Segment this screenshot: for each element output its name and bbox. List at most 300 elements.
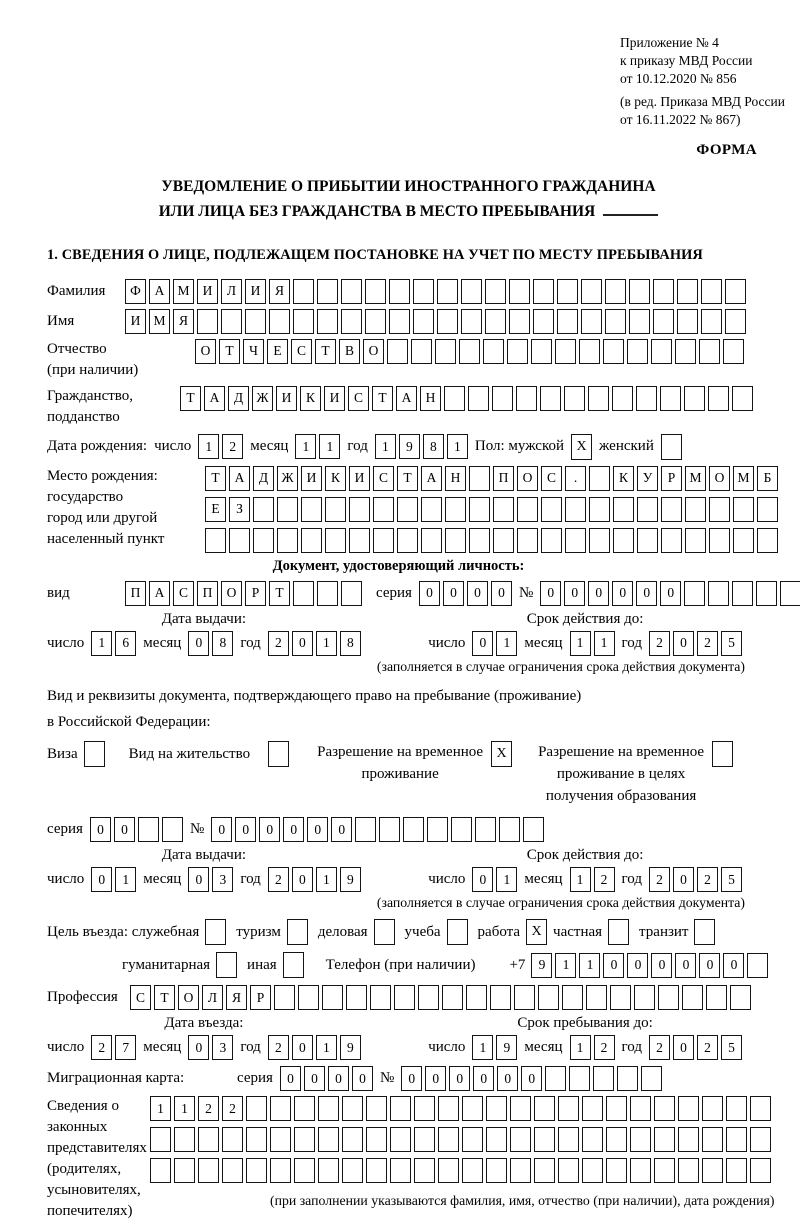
char-cell[interactable]: Б [757,466,778,491]
char-cell[interactable]: 1 [496,631,517,656]
char-cell[interactable] [301,528,322,553]
char-cell[interactable]: 0 [328,1066,349,1091]
char-cell[interactable]: 2 [649,631,670,656]
char-cell[interactable]: 1 [319,434,340,459]
char-cell[interactable] [558,1127,579,1152]
char-cell[interactable] [437,309,458,334]
char-cell[interactable]: 0 [188,867,209,892]
char-cell[interactable]: Е [205,497,226,522]
char-cell[interactable]: 5 [721,631,742,656]
char-cell[interactable]: И [197,279,218,304]
checkbox-cell[interactable]: X [491,741,512,767]
checkbox-cell[interactable] [216,952,237,978]
char-cell[interactable] [661,528,682,553]
char-cell[interactable]: 5 [721,867,742,892]
char-cell[interactable]: 8 [340,631,361,656]
char-cell[interactable] [469,528,490,553]
char-cell[interactable] [684,386,705,411]
char-cell[interactable] [483,339,504,364]
char-cell[interactable]: 9 [399,434,420,459]
char-cell[interactable] [708,386,729,411]
char-cell[interactable] [462,1096,483,1121]
checkbox-cell[interactable]: X [571,434,592,460]
char-cell[interactable] [341,279,362,304]
char-cell[interactable] [581,309,602,334]
char-cell[interactable] [533,279,554,304]
char-cell[interactable]: 3 [212,1035,233,1060]
char-cell[interactable] [541,497,562,522]
char-cell[interactable] [605,279,626,304]
char-cell[interactable]: 0 [699,953,720,978]
char-cell[interactable]: 0 [660,581,681,606]
char-cell[interactable] [349,528,370,553]
char-cell[interactable] [421,497,442,522]
char-cell[interactable] [414,1096,435,1121]
char-cell[interactable]: 2 [268,1035,289,1060]
char-cell[interactable] [349,497,370,522]
char-cell[interactable] [579,339,600,364]
char-cell[interactable] [565,528,586,553]
char-cell[interactable]: 5 [721,1035,742,1060]
char-cell[interactable] [733,528,754,553]
char-cell[interactable] [150,1158,171,1183]
char-cell[interactable] [270,1127,291,1152]
char-cell[interactable] [605,309,626,334]
char-cell[interactable] [390,1096,411,1121]
char-cell[interactable]: А [149,581,170,606]
char-cell[interactable] [627,339,648,364]
char-cell[interactable]: 2 [222,434,243,459]
char-cell[interactable] [394,985,415,1010]
char-cell[interactable] [517,497,538,522]
char-cell[interactable] [510,1158,531,1183]
char-cell[interactable] [462,1158,483,1183]
char-cell[interactable]: В [339,339,360,364]
char-cell[interactable]: О [363,339,384,364]
char-cell[interactable]: 0 [673,867,694,892]
char-cell[interactable] [613,497,634,522]
char-cell[interactable] [245,309,266,334]
char-cell[interactable] [198,1127,219,1152]
checkbox-cell[interactable] [205,919,226,945]
char-cell[interactable]: 1 [447,434,468,459]
char-cell[interactable]: 2 [649,867,670,892]
char-cell[interactable]: И [245,279,266,304]
char-cell[interactable]: С [291,339,312,364]
char-cell[interactable]: 0 [259,817,280,842]
char-cell[interactable]: 0 [627,953,648,978]
char-cell[interactable]: 0 [235,817,256,842]
char-cell[interactable] [678,1096,699,1121]
checkbox-cell[interactable] [608,919,629,945]
char-cell[interactable] [403,817,424,842]
char-cell[interactable] [390,1158,411,1183]
char-cell[interactable] [509,309,530,334]
char-cell[interactable] [499,817,520,842]
char-cell[interactable] [269,309,290,334]
char-cell[interactable] [685,497,706,522]
char-cell[interactable]: Ж [277,466,298,491]
char-cell[interactable] [726,1096,747,1121]
char-cell[interactable] [379,817,400,842]
checkbox-cell[interactable] [84,741,105,767]
char-cell[interactable] [438,1127,459,1152]
char-cell[interactable] [325,528,346,553]
char-cell[interactable]: С [130,985,151,1010]
char-cell[interactable]: А [204,386,225,411]
char-cell[interactable] [629,309,650,334]
char-cell[interactable] [222,1158,243,1183]
char-cell[interactable]: 0 [540,581,561,606]
char-cell[interactable]: Т [269,581,290,606]
char-cell[interactable] [702,1127,723,1152]
char-cell[interactable] [516,386,537,411]
char-cell[interactable]: Т [154,985,175,1010]
char-cell[interactable] [485,309,506,334]
char-cell[interactable] [509,279,530,304]
char-cell[interactable] [229,528,250,553]
char-cell[interactable] [588,386,609,411]
char-cell[interactable] [750,1127,771,1152]
char-cell[interactable]: О [517,466,538,491]
char-cell[interactable] [462,1127,483,1152]
char-cell[interactable]: 0 [114,817,135,842]
char-cell[interactable]: 0 [352,1066,373,1091]
char-cell[interactable] [389,279,410,304]
char-cell[interactable]: К [613,466,634,491]
char-cell[interactable] [246,1127,267,1152]
char-cell[interactable]: 1 [555,953,576,978]
char-cell[interactable]: Т [397,466,418,491]
char-cell[interactable]: 0 [419,581,440,606]
char-cell[interactable]: 2 [268,867,289,892]
char-cell[interactable]: 1 [579,953,600,978]
char-cell[interactable]: 1 [316,631,337,656]
char-cell[interactable]: И [349,466,370,491]
char-cell[interactable] [318,1158,339,1183]
char-cell[interactable] [630,1127,651,1152]
char-cell[interactable] [582,1096,603,1121]
char-cell[interactable] [437,279,458,304]
char-cell[interactable]: 0 [603,953,624,978]
char-cell[interactable]: К [325,466,346,491]
char-cell[interactable] [150,1127,171,1152]
char-cell[interactable] [174,1127,195,1152]
char-cell[interactable] [413,309,434,334]
char-cell[interactable] [709,497,730,522]
char-cell[interactable]: Н [445,466,466,491]
char-cell[interactable] [562,985,583,1010]
char-cell[interactable] [246,1158,267,1183]
char-cell[interactable] [469,466,490,491]
char-cell[interactable] [565,497,586,522]
char-cell[interactable]: П [125,581,146,606]
char-cell[interactable] [708,581,729,606]
char-cell[interactable] [586,985,607,1010]
char-cell[interactable]: 1 [295,434,316,459]
char-cell[interactable] [322,985,343,1010]
checkbox-cell[interactable] [374,919,395,945]
char-cell[interactable] [373,528,394,553]
char-cell[interactable] [603,339,624,364]
char-cell[interactable]: Я [226,985,247,1010]
char-cell[interactable] [523,817,544,842]
char-cell[interactable]: М [149,309,170,334]
char-cell[interactable] [162,817,183,842]
checkbox-cell[interactable] [287,919,308,945]
char-cell[interactable] [510,1096,531,1121]
char-cell[interactable] [653,309,674,334]
char-cell[interactable] [534,1096,555,1121]
char-cell[interactable]: Н [420,386,441,411]
char-cell[interactable] [444,386,465,411]
char-cell[interactable]: О [195,339,216,364]
char-cell[interactable]: А [421,466,442,491]
char-cell[interactable]: 0 [449,1066,470,1091]
char-cell[interactable]: 0 [473,1066,494,1091]
char-cell[interactable] [634,985,655,1010]
char-cell[interactable] [366,1158,387,1183]
char-cell[interactable] [341,581,362,606]
char-cell[interactable]: Т [180,386,201,411]
char-cell[interactable]: 2 [697,1035,718,1060]
char-cell[interactable]: 0 [588,581,609,606]
char-cell[interactable] [661,497,682,522]
char-cell[interactable] [459,339,480,364]
char-cell[interactable]: М [685,466,706,491]
char-cell[interactable] [757,528,778,553]
char-cell[interactable] [606,1158,627,1183]
char-cell[interactable] [593,1066,614,1091]
char-cell[interactable] [318,1096,339,1121]
char-cell[interactable] [486,1158,507,1183]
char-cell[interactable] [205,528,226,553]
char-cell[interactable] [293,309,314,334]
char-cell[interactable]: 0 [292,1035,313,1060]
char-cell[interactable] [325,497,346,522]
char-cell[interactable] [468,386,489,411]
char-cell[interactable]: А [149,279,170,304]
char-cell[interactable] [461,279,482,304]
char-cell[interactable] [486,1096,507,1121]
char-cell[interactable]: Е [267,339,288,364]
char-cell[interactable] [725,309,746,334]
char-cell[interactable] [270,1096,291,1121]
char-cell[interactable]: 0 [564,581,585,606]
char-cell[interactable]: 0 [467,581,488,606]
char-cell[interactable]: 0 [188,631,209,656]
char-cell[interactable] [534,1158,555,1183]
char-cell[interactable]: С [348,386,369,411]
char-cell[interactable] [366,1096,387,1121]
char-cell[interactable] [732,581,753,606]
char-cell[interactable] [678,1127,699,1152]
char-cell[interactable]: А [396,386,417,411]
char-cell[interactable] [589,497,610,522]
char-cell[interactable] [318,1127,339,1152]
char-cell[interactable]: 2 [649,1035,670,1060]
char-cell[interactable] [699,339,720,364]
char-cell[interactable]: Р [245,581,266,606]
char-cell[interactable] [514,985,535,1010]
char-cell[interactable] [610,985,631,1010]
char-cell[interactable]: Р [661,466,682,491]
char-cell[interactable] [355,817,376,842]
char-cell[interactable] [780,581,800,606]
char-cell[interactable] [294,1158,315,1183]
char-cell[interactable] [660,386,681,411]
char-cell[interactable]: 9 [340,867,361,892]
char-cell[interactable] [682,985,703,1010]
char-cell[interactable] [557,279,578,304]
char-cell[interactable] [493,497,514,522]
char-cell[interactable]: О [709,466,730,491]
char-cell[interactable]: 0 [443,581,464,606]
char-cell[interactable]: 0 [612,581,633,606]
char-cell[interactable] [389,309,410,334]
char-cell[interactable]: 1 [594,631,615,656]
char-cell[interactable] [651,339,672,364]
char-cell[interactable] [517,528,538,553]
char-cell[interactable] [469,497,490,522]
char-cell[interactable] [685,528,706,553]
char-cell[interactable] [373,497,394,522]
char-cell[interactable]: С [541,466,562,491]
char-cell[interactable] [569,1066,590,1091]
char-cell[interactable]: М [173,279,194,304]
char-cell[interactable] [678,1158,699,1183]
char-cell[interactable]: Р [250,985,271,1010]
char-cell[interactable] [637,497,658,522]
char-cell[interactable] [445,497,466,522]
char-cell[interactable]: 0 [673,1035,694,1060]
char-cell[interactable]: 0 [636,581,657,606]
char-cell[interactable] [277,497,298,522]
char-cell[interactable] [612,386,633,411]
char-cell[interactable] [606,1096,627,1121]
char-cell[interactable] [555,339,576,364]
char-cell[interactable] [298,985,319,1010]
char-cell[interactable]: Л [202,985,223,1010]
char-cell[interactable] [630,1158,651,1183]
char-cell[interactable] [653,279,674,304]
char-cell[interactable]: Ч [243,339,264,364]
char-cell[interactable]: 1 [570,867,591,892]
char-cell[interactable] [342,1127,363,1152]
char-cell[interactable] [589,466,610,491]
char-cell[interactable] [540,386,561,411]
char-cell[interactable] [461,309,482,334]
char-cell[interactable] [485,279,506,304]
char-cell[interactable] [270,1158,291,1183]
char-cell[interactable]: Т [315,339,336,364]
char-cell[interactable] [293,279,314,304]
char-cell[interactable]: П [493,466,514,491]
char-cell[interactable]: 1 [174,1096,195,1121]
char-cell[interactable]: С [173,581,194,606]
char-cell[interactable] [346,985,367,1010]
char-cell[interactable]: 0 [292,867,313,892]
char-cell[interactable] [702,1096,723,1121]
char-cell[interactable] [581,279,602,304]
char-cell[interactable] [413,279,434,304]
char-cell[interactable] [317,309,338,334]
char-cell[interactable] [558,1096,579,1121]
char-cell[interactable]: А [229,466,250,491]
char-cell[interactable]: П [197,581,218,606]
char-cell[interactable]: О [221,581,242,606]
char-cell[interactable] [709,528,730,553]
char-cell[interactable] [658,985,679,1010]
char-cell[interactable]: 0 [307,817,328,842]
char-cell[interactable] [557,309,578,334]
char-cell[interactable]: М [733,466,754,491]
char-cell[interactable] [545,1066,566,1091]
char-cell[interactable] [675,339,696,364]
char-cell[interactable]: 0 [91,867,112,892]
char-cell[interactable] [442,985,463,1010]
char-cell[interactable]: 2 [198,1096,219,1121]
char-cell[interactable]: 0 [651,953,672,978]
char-cell[interactable] [301,497,322,522]
char-cell[interactable]: 0 [521,1066,542,1091]
char-cell[interactable]: 0 [304,1066,325,1091]
char-cell[interactable] [294,1096,315,1121]
char-cell[interactable] [538,985,559,1010]
char-cell[interactable]: 0 [497,1066,518,1091]
char-cell[interactable] [293,581,314,606]
char-cell[interactable] [534,1127,555,1152]
char-cell[interactable] [750,1158,771,1183]
char-cell[interactable]: И [301,466,322,491]
char-cell[interactable]: О [178,985,199,1010]
char-cell[interactable]: 2 [697,867,718,892]
char-cell[interactable] [726,1158,747,1183]
char-cell[interactable]: 9 [531,953,552,978]
char-cell[interactable]: 2 [594,1035,615,1060]
char-cell[interactable] [701,279,722,304]
char-cell[interactable]: 0 [188,1035,209,1060]
char-cell[interactable]: 9 [340,1035,361,1060]
char-cell[interactable]: 1 [570,1035,591,1060]
char-cell[interactable]: 2 [268,631,289,656]
char-cell[interactable] [438,1096,459,1121]
char-cell[interactable]: 0 [491,581,512,606]
char-cell[interactable] [222,1127,243,1152]
char-cell[interactable]: 2 [222,1096,243,1121]
char-cell[interactable] [654,1096,675,1121]
char-cell[interactable] [397,497,418,522]
char-cell[interactable] [445,528,466,553]
char-cell[interactable]: 6 [115,631,136,656]
char-cell[interactable]: З [229,497,250,522]
char-cell[interactable] [589,528,610,553]
char-cell[interactable] [414,1158,435,1183]
char-cell[interactable] [253,497,274,522]
char-cell[interactable]: 2 [697,631,718,656]
char-cell[interactable]: 1 [91,631,112,656]
char-cell[interactable] [750,1096,771,1121]
char-cell[interactable] [277,528,298,553]
char-cell[interactable] [541,528,562,553]
char-cell[interactable]: 1 [375,434,396,459]
char-cell[interactable] [613,528,634,553]
char-cell[interactable] [533,309,554,334]
char-cell[interactable] [617,1066,638,1091]
checkbox-cell[interactable] [283,952,304,978]
char-cell[interactable] [451,817,472,842]
char-cell[interactable] [370,985,391,1010]
